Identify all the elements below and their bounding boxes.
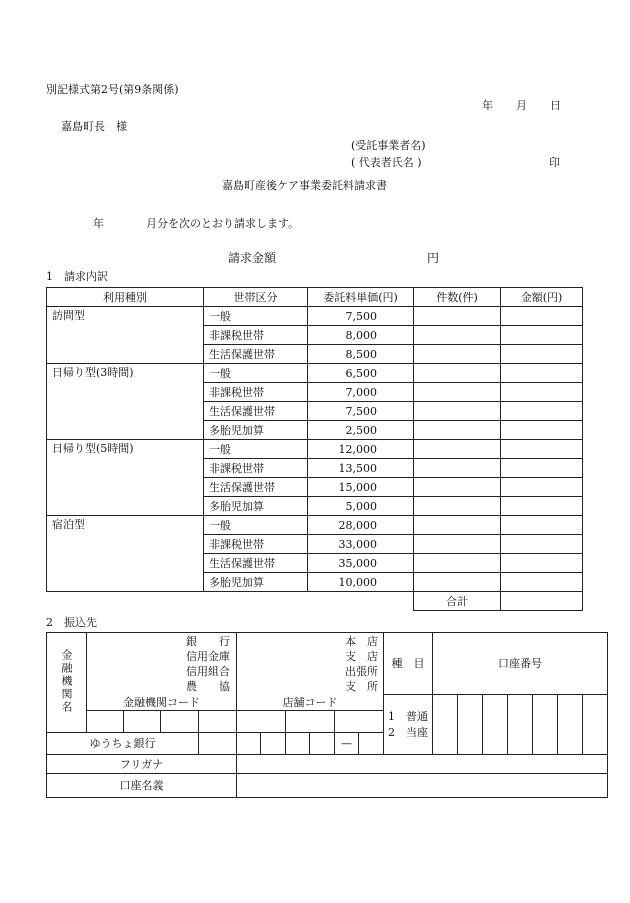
section2-heading: 2 振込先 xyxy=(46,616,97,629)
count-input-cell[interactable] xyxy=(414,535,501,554)
unit-price-cell: 6,500 xyxy=(308,364,414,383)
household-category-cell: 非課税世帯 xyxy=(204,383,308,402)
account-number-digit[interactable] xyxy=(433,695,458,755)
service-type-cell: 日帰り型(3時間) xyxy=(47,364,204,440)
account-kind-option[interactable]: 1 普通 xyxy=(388,709,428,723)
furigana-row xyxy=(47,755,608,774)
household-category-cell: 一般 xyxy=(204,440,308,459)
count-input-cell[interactable] xyxy=(414,459,501,478)
unit-price-cell: 35,000 xyxy=(308,554,414,573)
institution-code-label: 金融機関コード xyxy=(87,695,237,711)
count-input-cell[interactable] xyxy=(414,516,501,535)
branch-code-digit[interactable] xyxy=(286,711,335,733)
period-year-label: 年 xyxy=(93,217,104,230)
branch-type-option: 支 店 xyxy=(345,649,378,663)
bank-type-option: 農 協 xyxy=(186,679,230,693)
amount-input-cell[interactable] xyxy=(501,402,583,421)
bank-type-option: 信用組合 xyxy=(186,664,230,678)
unit-price-cell: 13,500 xyxy=(308,459,414,478)
service-type-cell: 宿泊型 xyxy=(47,516,204,592)
bank-type-option: 信用金庫 xyxy=(186,649,230,663)
institution-code-digit[interactable] xyxy=(87,711,124,733)
unit-price-cell: 15,000 xyxy=(308,478,414,497)
billing-breakdown-table xyxy=(46,287,583,611)
count-input-cell[interactable] xyxy=(414,345,501,364)
institution-label: 金融機関名 xyxy=(60,649,73,714)
amount-unit: 円 xyxy=(427,251,440,265)
column-header: 件数(件) xyxy=(414,288,501,307)
count-input-cell[interactable] xyxy=(414,402,501,421)
account-number-digit[interactable] xyxy=(558,695,583,755)
unit-price-cell: 10,000 xyxy=(308,573,414,592)
amount-input-cell[interactable] xyxy=(501,459,583,478)
table-row xyxy=(47,516,583,535)
date-month-label: 月 xyxy=(516,99,527,112)
household-category-cell: 一般 xyxy=(204,307,308,326)
account-name-input[interactable] xyxy=(237,774,608,798)
amount-input-cell[interactable] xyxy=(501,421,583,440)
yucho-symbol-digit[interactable] xyxy=(286,733,310,755)
account-kind-option[interactable]: 2 当座 xyxy=(388,725,428,739)
representative-name-label: ( 代表者氏名 ) xyxy=(351,156,422,169)
institution-code-digit[interactable] xyxy=(124,711,161,733)
count-input-cell[interactable] xyxy=(414,497,501,516)
amount-input-cell[interactable] xyxy=(501,383,583,402)
institution-code-digit[interactable] xyxy=(199,711,237,733)
service-type-cell: 訪問型 xyxy=(47,307,204,364)
account-number-digit[interactable] xyxy=(583,695,608,755)
household-category-cell: 生活保護世帯 xyxy=(204,345,308,364)
unit-price-cell: 33,000 xyxy=(308,535,414,554)
count-input-cell[interactable] xyxy=(414,364,501,383)
amount-input-cell[interactable] xyxy=(501,573,583,592)
addressee: 嘉島町長 様 xyxy=(61,120,127,133)
yucho-symbol-digit[interactable] xyxy=(261,733,286,755)
total-row xyxy=(47,592,583,611)
unit-price-cell: 7,500 xyxy=(308,402,414,421)
yucho-symbol-digit[interactable] xyxy=(199,733,237,755)
period-text: 月分を次のとおり請求します。 xyxy=(146,217,300,230)
service-type-cell: 日帰り型(5時間) xyxy=(47,440,204,516)
count-input-cell[interactable] xyxy=(414,383,501,402)
amount-label: 請求金額 xyxy=(228,251,277,265)
account-name-row xyxy=(47,774,608,798)
count-input-cell[interactable] xyxy=(414,478,501,497)
household-category-cell: 生活保護世帯 xyxy=(204,478,308,497)
account-kind-header: 種 目 xyxy=(384,633,433,695)
account-kind-options[interactable] xyxy=(384,695,433,755)
branch-type-options xyxy=(237,633,384,695)
branch-type-option: 出張所 xyxy=(345,664,378,678)
bank-type-option: 銀 行 xyxy=(186,634,230,648)
unit-price-cell: 8,000 xyxy=(308,326,414,345)
amount-input-cell[interactable] xyxy=(501,440,583,459)
branch-type-option: 支 所 xyxy=(345,679,378,693)
branch-code-label: 店舗コード xyxy=(237,695,384,711)
furigana-input[interactable] xyxy=(237,755,608,774)
column-header: 世帯区分 xyxy=(204,288,308,307)
household-category-cell: 一般 xyxy=(204,516,308,535)
unit-price-cell: 8,500 xyxy=(308,345,414,364)
account-number-digit[interactable] xyxy=(458,695,483,755)
count-input-cell[interactable] xyxy=(414,440,501,459)
unit-price-cell: 28,000 xyxy=(308,516,414,535)
branch-code-digit[interactable] xyxy=(237,711,286,733)
amount-input-cell[interactable] xyxy=(501,497,583,516)
account-number-digit[interactable] xyxy=(508,695,533,755)
household-category-cell: 多胎児加算 xyxy=(204,573,308,592)
account-number-header: 口座番号 xyxy=(433,633,608,695)
account-name-label: 口座名義 xyxy=(47,774,237,798)
date-year-label: 年 xyxy=(482,99,493,112)
household-category-cell: 一般 xyxy=(204,364,308,383)
household-category-cell: 非課税世帯 xyxy=(204,459,308,478)
bank-type-row xyxy=(47,633,608,695)
table-row xyxy=(47,440,583,459)
form-number: 別記様式第2号(第9条関係) xyxy=(46,83,179,96)
bank-transfer-table xyxy=(46,632,608,798)
institution-label-cell xyxy=(47,633,87,733)
branch-type-option: 本 店 xyxy=(345,634,378,648)
amount-input-cell[interactable] xyxy=(501,326,583,345)
yucho-label: ゆうちょ銀行 xyxy=(47,733,199,755)
amount-input-cell[interactable] xyxy=(501,554,583,573)
column-header: 金額(円) xyxy=(501,288,583,307)
furigana-label: フリガナ xyxy=(47,755,237,774)
amount-input-cell[interactable] xyxy=(501,345,583,364)
unit-price-cell: 7,000 xyxy=(308,383,414,402)
unit-price-cell: 12,000 xyxy=(308,440,414,459)
date-day-label: 日 xyxy=(550,99,561,112)
amount-input-cell[interactable] xyxy=(501,478,583,497)
code-label-row xyxy=(47,695,608,711)
household-category-cell: 非課税世帯 xyxy=(204,326,308,345)
household-category-cell: 非課税世帯 xyxy=(204,535,308,554)
amount-input-cell[interactable] xyxy=(501,516,583,535)
yucho-dash: — xyxy=(335,733,359,755)
total-label: 合計 xyxy=(414,592,501,611)
household-category-cell: 多胎児加算 xyxy=(204,421,308,440)
unit-price-cell: 2,500 xyxy=(308,421,414,440)
section1-heading: 1 請求内訳 xyxy=(46,270,108,283)
yucho-symbol-digit[interactable] xyxy=(237,733,261,755)
account-number-digit[interactable] xyxy=(533,695,558,755)
contractor-name-label: (受託事業者名) xyxy=(351,139,426,152)
amount-input-cell[interactable] xyxy=(501,535,583,554)
column-header: 利用種別 xyxy=(47,288,204,307)
yucho-symbol-digit[interactable] xyxy=(310,733,335,755)
household-category-cell: 生活保護世帯 xyxy=(204,554,308,573)
total-amount-input-cell[interactable] xyxy=(501,592,583,611)
count-input-cell[interactable] xyxy=(414,307,501,326)
unit-price-cell: 7,500 xyxy=(308,307,414,326)
institution-code-digit[interactable] xyxy=(161,711,199,733)
amount-input-cell[interactable] xyxy=(501,364,583,383)
household-category-cell: 生活保護世帯 xyxy=(204,402,308,421)
amount-input-cell[interactable] xyxy=(501,307,583,326)
bank-type-options xyxy=(87,633,237,695)
branch-code-digit[interactable] xyxy=(335,711,384,733)
household-category-cell: 多胎児加算 xyxy=(204,497,308,516)
page-title: 嘉島町産後ケア事業委託料請求書 xyxy=(222,179,387,192)
table-row xyxy=(47,364,583,383)
count-input-cell[interactable] xyxy=(414,554,501,573)
table-row xyxy=(47,307,583,326)
unit-price-cell: 5,000 xyxy=(308,497,414,516)
seal-mark: 印 xyxy=(549,156,560,169)
account-number-digit[interactable] xyxy=(483,695,508,755)
count-input-cell[interactable] xyxy=(414,421,501,440)
count-input-cell[interactable] xyxy=(414,326,501,345)
table-header-row xyxy=(47,288,583,307)
count-input-cell[interactable] xyxy=(414,573,501,592)
column-header: 委託料単価(円) xyxy=(308,288,414,307)
